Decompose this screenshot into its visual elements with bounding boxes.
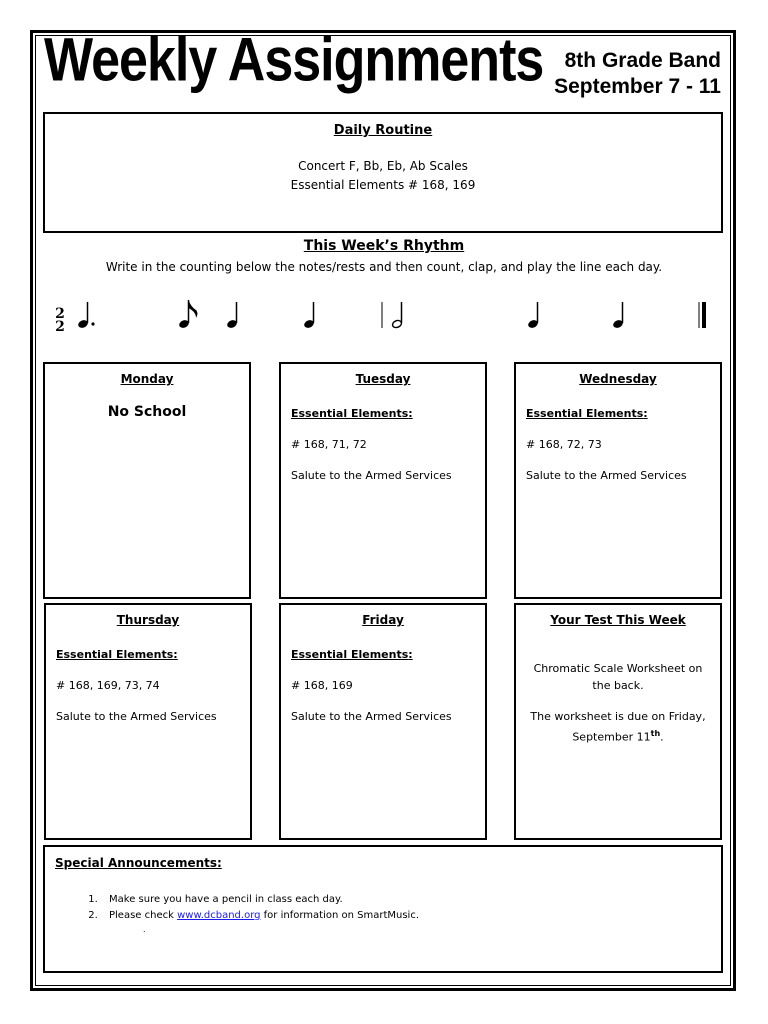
quarter-note-icon xyxy=(303,302,315,329)
announcements-list xyxy=(45,892,721,924)
wednesday-title: Wednesday xyxy=(579,372,657,386)
test-description: Chromatic Scale Worksheet on the back. xyxy=(533,662,703,692)
grade-label: 8th Grade Band xyxy=(564,49,721,72)
quarter-note-icon xyxy=(527,302,539,329)
list-item: 1. Make sure you have a pencil in class each day. xyxy=(101,892,721,908)
rhythm-title: This Week’s Rhythm xyxy=(303,238,465,254)
essential-elements-label: Essential Elements xyxy=(526,407,644,420)
test-box xyxy=(514,603,722,840)
friday-title: Friday xyxy=(362,613,404,627)
page-title: Weekly Assignments xyxy=(44,26,544,95)
piece-title: Salute to the Armed Services xyxy=(291,469,452,482)
rhythm-notation xyxy=(50,290,720,340)
essential-elements-label: Essential Elements xyxy=(291,648,409,661)
exercise-numbers: # 168, 71, 72 xyxy=(291,438,367,451)
monday-box xyxy=(43,362,251,599)
date-range: September 7 - 11 xyxy=(554,75,721,98)
test-title: Your Test This Week xyxy=(550,613,686,627)
header-info xyxy=(554,48,721,100)
piece-title: Salute to the Armed Services xyxy=(291,710,452,723)
exercise-numbers: # 168, 169, 73, 74 xyxy=(56,679,160,692)
daily-routine-box xyxy=(43,112,723,233)
tuesday-title: Tuesday xyxy=(355,372,411,386)
essential-elements-label: Essential Elements xyxy=(291,407,409,420)
routine-line: Concert F, Bb, Eb, Ab Scales xyxy=(298,159,468,173)
rhythm-instructions: Write in the counting below the notes/rests and then count, clap, and play the line each day. xyxy=(105,260,663,274)
thursday-title: Thursday xyxy=(116,613,180,627)
test-due-date: The worksheet is due on Friday, September 11th. xyxy=(530,710,706,744)
announcements-title: Special Announcements: xyxy=(55,856,222,870)
piece-title: Salute to the Armed Services xyxy=(56,710,217,723)
exercise-numbers: # 168, 72, 73 xyxy=(526,438,602,451)
no-school-note: No School xyxy=(107,404,187,420)
wednesday-box: Wednesday Essential Elements: # 168, 72, 73 Salute to the Armed Services xyxy=(514,362,722,599)
quarter-note-icon xyxy=(612,302,624,329)
essential-elements-label: Essential Elements xyxy=(56,648,174,661)
time-signature-top: 2 xyxy=(55,306,65,322)
dcband-link[interactable]: www.dcband.org xyxy=(177,910,261,921)
exercise-numbers: # 168, 169 xyxy=(291,679,353,692)
quarter-note-icon xyxy=(226,302,238,329)
piece-title: Salute to the Armed Services xyxy=(526,469,687,482)
list-item: 2. Please check www.dcband.org for information on SmartMusic. xyxy=(101,908,721,924)
announcements-box xyxy=(43,845,723,973)
time-signature-bottom: 2 xyxy=(55,319,65,335)
friday-box: Friday Essential Elements: # 168, 169 Salute to the Armed Services xyxy=(279,603,487,840)
stray-mark: . xyxy=(143,925,146,934)
monday-title: Monday xyxy=(120,372,174,386)
final-barline-icon xyxy=(699,302,706,328)
tuesday-box: Tuesday Essential Elements: # 168, 71, 72 Salute to the Armed Services xyxy=(279,362,487,599)
dotted-quarter-note-icon xyxy=(77,302,95,329)
half-note-icon xyxy=(391,302,402,329)
thursday-box: Thursday Essential Elements: # 168, 169, 73, 74 Salute to the Armed Services xyxy=(44,603,252,840)
routine-line: Essential Elements # 168, 169 xyxy=(290,178,476,192)
daily-routine-title: Daily Routine xyxy=(333,123,433,138)
eighth-note-icon xyxy=(178,300,197,329)
